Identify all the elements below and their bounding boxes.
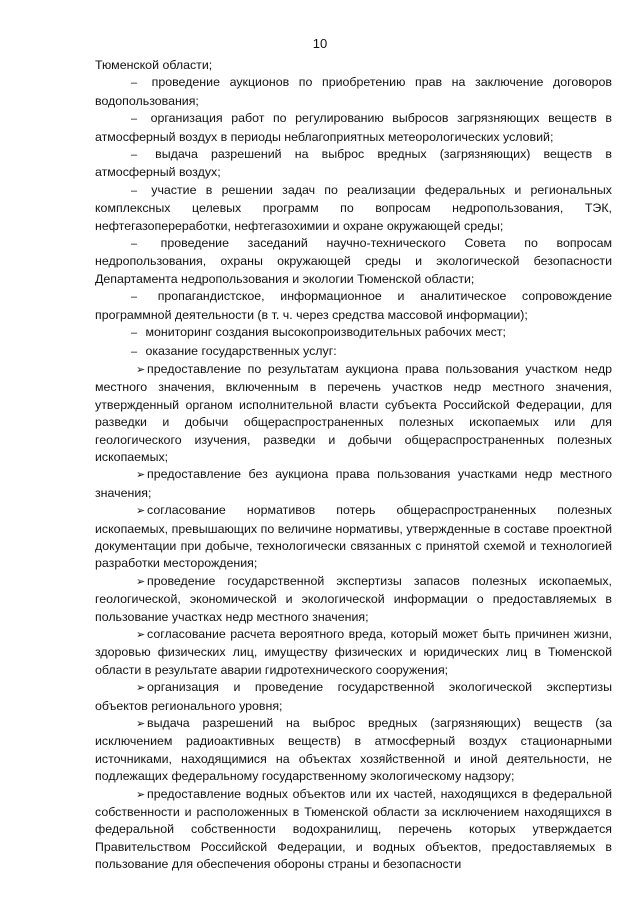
dash-list-item xyxy=(95,343,612,361)
list-item-text: организация работ по регулированию выбросов загрязняющих веществ в атмосферный воздух в периоды неблагоприятных метеорологических условий; xyxy=(95,111,612,144)
dash-marker: – xyxy=(131,184,138,197)
arrow-list-item xyxy=(95,715,612,786)
arrow-list-item xyxy=(95,573,612,626)
paragraph-continuation xyxy=(95,57,612,74)
dash-list-item xyxy=(95,110,612,146)
dash-list-item xyxy=(95,182,612,235)
list-item-text: проведение аукционов по приобретению прав на заключение договоров водопользования; xyxy=(95,75,612,108)
dash-marker: – xyxy=(131,291,138,304)
list-item-text: предоставление водных объектов или их частей, находящихся в федеральной собственности и расположенных в Тюменской области за исключением находящихся в федеральной собственности водохранилищ, перечень которых утверждается Правительством Российской Федерации, и водных объектов, предоставляемых в пользование для обеспечения обороны страны и безопасности xyxy=(95,786,612,872)
list-item-text: предоставление без аукциона права пользования участками недр местного значения; xyxy=(95,467,612,500)
arrow-bullet-icon: ➢ xyxy=(136,363,146,376)
dash-marker: – xyxy=(131,327,138,340)
arrow-bullet-icon: ➢ xyxy=(136,788,146,801)
arrow-list-item xyxy=(95,361,612,466)
arrow-list-item xyxy=(95,502,612,573)
list-item-text: участие в решении задач по реализации федеральных и региональных комплексных целевых программ по вопросам недропользования, ТЭК, нефтегазопереработки, нефтегазохимии и охране окружающей среды; xyxy=(95,182,612,233)
list-item-text: выдача разрешений на выброс вредных (загрязняющих) веществ (за исключением радиоактивных веществ) в атмосферный воздух стационарными источниками, находящимися на объектах хозяйственной и иной деятельности, не подлежащих федеральному государственному экологическому надзору; xyxy=(95,716,612,784)
arrow-list-item xyxy=(95,679,612,715)
dash-list-item xyxy=(95,74,612,110)
list-item-text: предоставление по результатам аукциона права пользования участком недр местного значения, включенным в перечень участков недр местного значения, утвержденный органом исполнительной власти субъекта Российской Федерации, для разведки и добычи общераспространенных полезных ископаемых или для геологического изучения, разведки и добычи общераспространенных полезных ископаемых; xyxy=(95,361,612,464)
list-item-text: проведение государственной экспертизы запасов полезных ископаемых, геологической, экономической и экологической информации о предоставляемых в пользование участках недр местного значения; xyxy=(95,573,612,624)
arrow-list-item xyxy=(95,466,612,502)
list-item-text: проведение заседаний научно-технического Совета по вопросам недропользования, охраны окружающей среды и экологической безопасности Департамента недропользования и экологии Тюменской области; xyxy=(95,236,612,286)
list-item-text: согласование нормативов потерь общераспространенных полезных ископаемых, превышающих по величине нормативы, утвержденные в составе проектной документации при добыче, технологически связанных с принятой схемой и технологией разработки месторождения; xyxy=(95,503,612,571)
arrow-bullet-icon: ➢ xyxy=(136,718,146,731)
arrow-list-item xyxy=(95,786,612,874)
list-item-text: организация и проведение государственной экологической экспертизы объектов регионального уровня; xyxy=(95,680,612,713)
arrow-bullet-icon: ➢ xyxy=(136,505,146,518)
arrow-bullet-icon: ➢ xyxy=(136,575,146,588)
dash-list-item xyxy=(95,235,612,288)
paragraph-text: Тюменской области; xyxy=(95,58,213,72)
list-item-text: мониторинг создания высокопроизводительных рабочих мест; xyxy=(145,325,506,340)
list-item-text: выдача разрешений на выброс вредных (загрязняющих) веществ в атмосферный воздух; xyxy=(95,147,612,180)
document-body xyxy=(95,57,612,874)
dash-marker: – xyxy=(131,345,138,358)
arrow-list-item xyxy=(95,626,612,679)
arrow-bullet-icon: ➢ xyxy=(136,629,146,641)
dash-list-item xyxy=(95,324,612,342)
dash-marker: – xyxy=(131,149,138,162)
dash-marker: – xyxy=(131,77,138,90)
list-item-text: пропагандистское, информационное и аналитическое сопровождение программной деятельности (в т. ч. через средства массовой информации); xyxy=(95,289,613,322)
arrow-bullet-icon: ➢ xyxy=(136,682,146,695)
list-item-text: согласование расчета вероятного вреда, который может быть причинен жизни, здоровью физических лиц, имуществу физических и юридических лиц в Тюменской области в результате аварии гидротехнического сооружения; xyxy=(95,627,612,677)
arrow-bullet-icon: ➢ xyxy=(136,469,146,482)
dash-list-item xyxy=(95,146,612,182)
dash-list-item xyxy=(95,288,612,324)
dash-marker: – xyxy=(131,113,138,126)
page-number: 10 xyxy=(312,36,328,51)
list-item-text: оказание государственных услуг: xyxy=(145,343,337,358)
dash-marker: – xyxy=(131,238,138,251)
